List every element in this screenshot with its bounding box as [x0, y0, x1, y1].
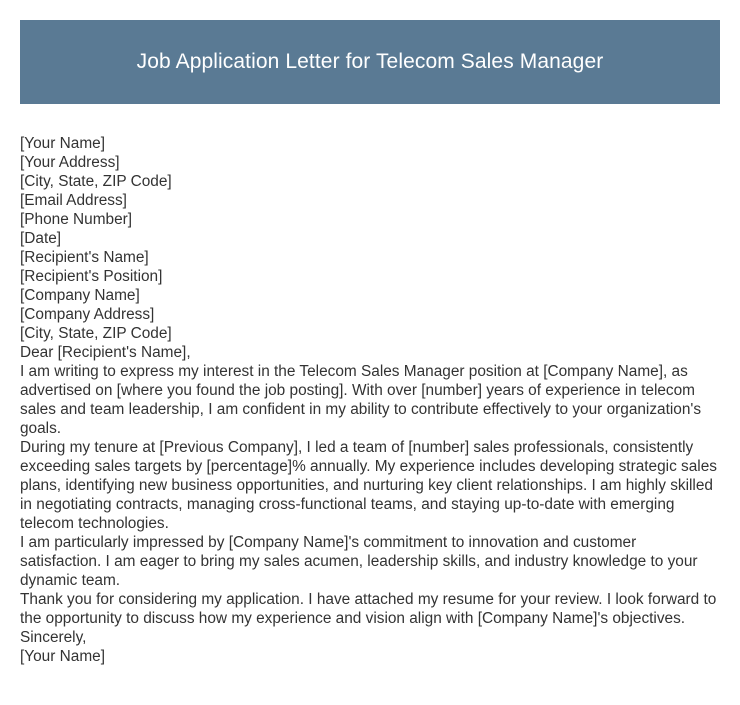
recipient-name: [Recipient's Name] — [20, 249, 149, 266]
title-banner — [20, 20, 720, 104]
sender-name: [Your Name] — [20, 135, 105, 152]
sender-address: [Your Address] — [20, 154, 120, 171]
sender-city-state-zip: [City, State, ZIP Code] — [20, 173, 172, 190]
salutation: Dear [Recipient's Name], — [20, 344, 191, 361]
paragraph-thanks: Thank you for considering my application. I have attached my resume for your review. I look forward to the opportunity to discuss how my experience and vision align with [Company Name]'s objectives. — [20, 591, 717, 627]
sender-email: [Email Address] — [20, 192, 127, 209]
closing: Sincerely, — [20, 629, 87, 646]
paragraph-company: I am particularly impressed by [Company Name]'s commitment to innovation and customer satisfaction. I am eager to bring my sales acumen, leadership skills, and industry knowledge to your dynamic team. — [20, 534, 698, 589]
paragraph-interest: I am writing to express my interest in the Telecom Sales Manager position at [Company Name], as advertised on [where you found the job posting]. With over [number] years of experience in telecom sales and team leadership, I am confident in my ability to contribute effectively to your organization's goals. — [20, 363, 702, 437]
recipient-city-state-zip: [City, State, ZIP Code] — [20, 325, 172, 342]
recipient-position: [Recipient's Position] — [20, 268, 163, 285]
letter-date: [Date] — [20, 230, 62, 247]
recipient-address: [Company Address] — [20, 306, 155, 323]
sender-phone: [Phone Number] — [20, 211, 133, 228]
page-title: Job Application Letter for Telecom Sales Manager — [136, 50, 604, 73]
signature: [Your Name] — [20, 648, 105, 665]
recipient-company: [Company Name] — [20, 287, 140, 304]
letter-body — [20, 134, 720, 666]
paragraph-experience: During my tenure at [Previous Company], I led a team of [number] sales professionals, consistently exceeding sales targets by [percentage]% annually. My experience includes developing strategic sales plans, identifying new business opportunities, and nurturing key client relationships. I am highly skilled in negotiating contracts, managing cross-functional teams, and staying up-to-date with emerging telecom technologies. — [20, 439, 717, 532]
